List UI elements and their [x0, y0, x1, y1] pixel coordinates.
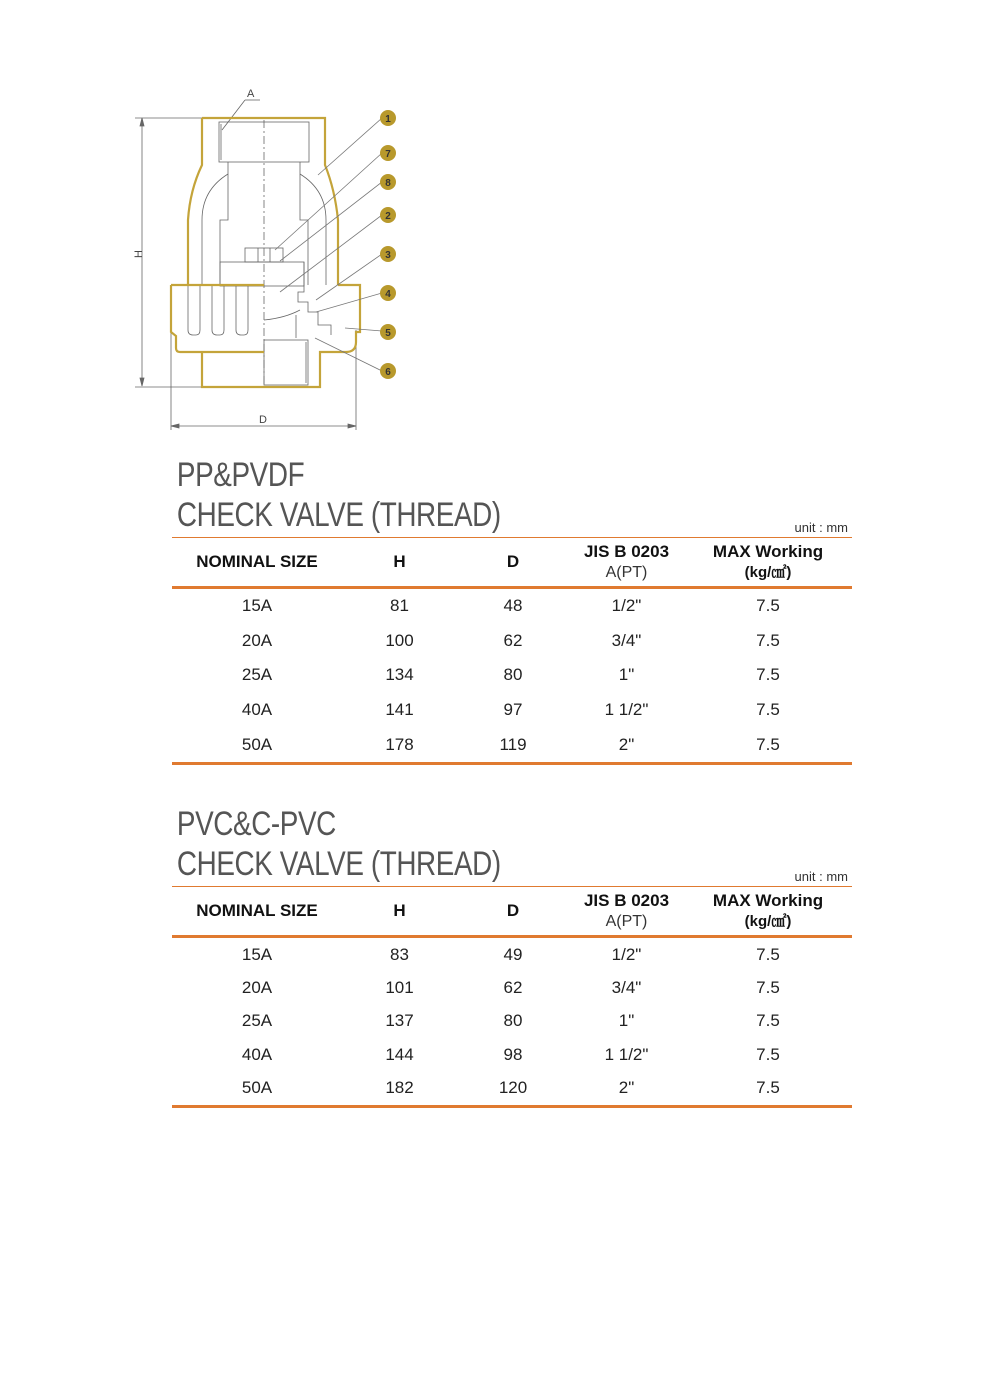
cell-a: 1" [618, 1011, 635, 1031]
cell-a: 1" [618, 665, 635, 685]
header-jis-sub: A(PT) [605, 913, 648, 930]
cell-d: 80 [503, 665, 523, 685]
svg-text:3: 3 [385, 250, 391, 261]
cell-size: 15A [241, 596, 273, 616]
header-max-working [684, 538, 852, 588]
header-d: D [506, 552, 520, 571]
unit-label: unit : mm [794, 869, 848, 884]
header-max-sub: (kg/㎠) [744, 913, 792, 930]
cell-a: 1/2" [611, 944, 642, 964]
cell-size: 20A [241, 630, 273, 650]
cell-d: 98 [503, 1044, 523, 1064]
header-max-working [684, 887, 852, 937]
part-callout [380, 207, 396, 223]
cell-h: 101 [385, 978, 414, 998]
dim-label-h: H [133, 250, 145, 258]
header-jis [569, 538, 684, 588]
cell-max: 7.5 [756, 596, 780, 616]
dim-label-d: D [259, 414, 267, 426]
cell-h: 178 [385, 734, 414, 754]
dim-label-a: A [247, 88, 255, 100]
cell-size: 40A [241, 700, 273, 720]
header-jis-sub: A(PT) [605, 564, 648, 581]
header-max-main: MAX Working [712, 891, 824, 910]
spec-table [172, 537, 852, 765]
spec-section-pvc-cpvc [172, 804, 852, 1108]
table-row [172, 937, 852, 972]
part-callout [380, 324, 396, 340]
cell-h: 141 [385, 700, 414, 720]
cell-size: 50A [241, 734, 273, 754]
spec-table [172, 886, 852, 1108]
part-callout [380, 246, 396, 262]
cell-max: 7.5 [756, 700, 780, 720]
svg-text:2: 2 [385, 211, 391, 222]
cell-d: 62 [503, 978, 523, 998]
table-row [172, 658, 852, 693]
cell-max: 7.5 [756, 1011, 780, 1031]
cell-d: 119 [499, 734, 527, 754]
cell-d: 62 [503, 630, 523, 650]
cell-max: 7.5 [756, 978, 780, 998]
table-row [172, 727, 852, 763]
cell-a: 1 1/2" [604, 700, 649, 720]
part-callout [380, 145, 396, 161]
header-jis [569, 887, 684, 937]
cell-d: 97 [503, 700, 523, 720]
svg-text:6: 6 [385, 367, 391, 378]
header-h: H [393, 901, 406, 920]
cell-size: 25A [241, 665, 273, 685]
cell-size: 15A [241, 944, 273, 964]
table-row [172, 1038, 852, 1071]
cell-h: 182 [385, 1078, 414, 1098]
cell-a: 2" [618, 734, 635, 754]
table-row [172, 588, 852, 624]
header-jis-main: JIS B 0203 [583, 542, 670, 561]
cell-h: 100 [385, 630, 414, 650]
cell-a: 3/4" [611, 978, 642, 998]
svg-text:5: 5 [385, 328, 391, 339]
header-nominal-size: NOMINAL SIZE [196, 552, 318, 571]
cell-h: 144 [385, 1044, 414, 1064]
header-max-sub: (kg/㎠) [744, 564, 792, 581]
header-d: D [506, 901, 520, 920]
cell-a: 3/4" [611, 630, 642, 650]
table-row [172, 693, 852, 728]
cell-h: 81 [390, 596, 409, 616]
cell-d: 49 [503, 944, 523, 964]
cell-a: 2" [618, 1078, 635, 1098]
cell-d: 120 [498, 1078, 528, 1098]
cell-h: 137 [385, 1011, 414, 1031]
cell-max: 7.5 [756, 630, 780, 650]
cell-max: 7.5 [756, 1044, 780, 1064]
check-valve-cross-section-drawing [120, 80, 420, 440]
table-header-row [172, 538, 852, 588]
cell-d: 80 [503, 1011, 523, 1031]
part-callout [380, 285, 396, 301]
header-max-main: MAX Working [712, 542, 824, 561]
svg-text:1: 1 [385, 114, 391, 125]
spec-section-pp-pvdf [172, 455, 852, 765]
cell-max: 7.5 [756, 665, 780, 685]
table-row [172, 1005, 852, 1038]
material-title: PP&PVDF [176, 456, 305, 494]
header-h: H [393, 552, 406, 571]
valve-body-outline [171, 118, 360, 387]
cell-max: 7.5 [756, 734, 780, 754]
unit-label: unit : mm [794, 520, 848, 535]
part-callout [380, 110, 396, 126]
table-header-row [172, 887, 852, 937]
header-nominal-size: NOMINAL SIZE [196, 901, 318, 920]
svg-text:8: 8 [385, 178, 391, 189]
cell-size: 50A [241, 1078, 273, 1098]
header-jis-main: JIS B 0203 [583, 891, 670, 910]
svg-text:4: 4 [385, 289, 391, 300]
cell-size: 25A [241, 1011, 273, 1031]
cell-a: 1/2" [611, 596, 642, 616]
cell-h: 83 [390, 944, 409, 964]
table-row [172, 624, 852, 659]
material-title: PVC&C-PVC [176, 805, 336, 843]
cell-d: 48 [503, 596, 523, 616]
cell-size: 20A [241, 978, 273, 998]
product-title: CHECK VALVE (THREAD) [176, 496, 501, 534]
part-callout [380, 363, 396, 379]
product-title: CHECK VALVE (THREAD) [176, 845, 501, 883]
cell-a: 1 1/2" [604, 1044, 649, 1064]
table-row [172, 971, 852, 1004]
cell-max: 7.5 [756, 1078, 780, 1098]
cell-max: 7.5 [756, 944, 780, 964]
cell-h: 134 [385, 665, 414, 685]
svg-text:7: 7 [385, 149, 391, 160]
part-callout [380, 174, 396, 190]
table-row [172, 1072, 852, 1107]
cell-size: 40A [241, 1044, 273, 1064]
